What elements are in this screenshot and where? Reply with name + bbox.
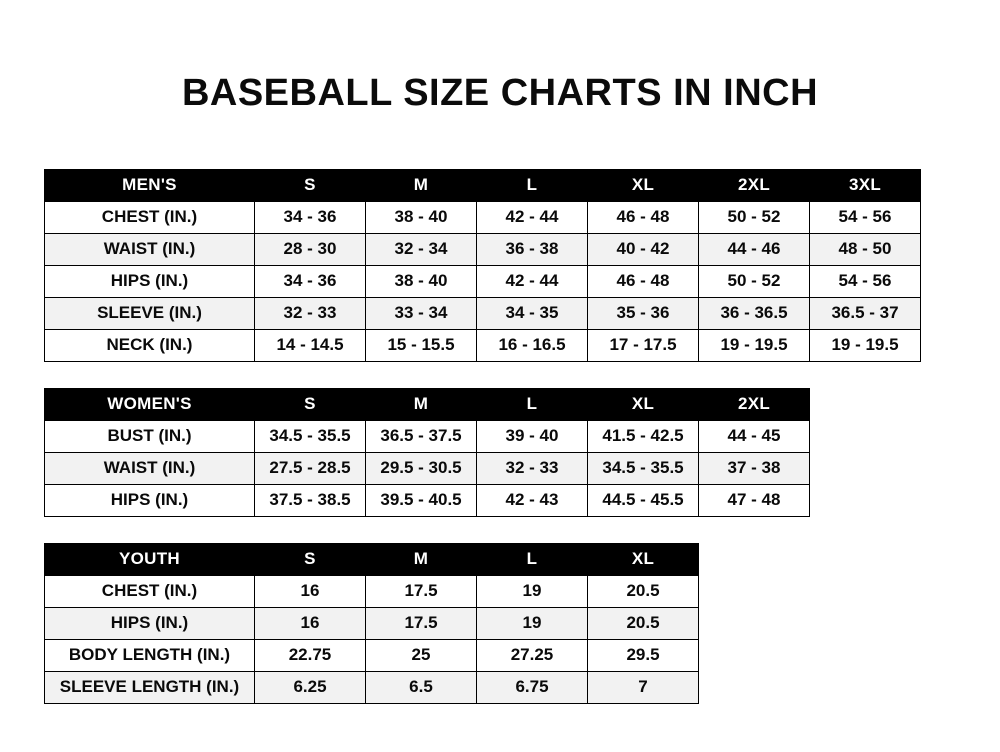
row-label: HIPS (IN.): [45, 266, 255, 298]
table-row: [45, 485, 810, 517]
table-cell: 35 - 36: [588, 298, 699, 330]
table-cell: 54 - 56: [810, 266, 921, 298]
column-header: 3XL: [810, 170, 921, 202]
table-cell: 33 - 34: [366, 298, 477, 330]
table-cell: 17.5: [366, 576, 477, 608]
column-header: YOUTH: [45, 544, 255, 576]
table-cell: 25: [366, 640, 477, 672]
table-cell: 50 - 52: [699, 266, 810, 298]
table-cell: 32 - 33: [255, 298, 366, 330]
page-title: BASEBALL SIZE CHARTS IN INCH: [181, 72, 819, 114]
table-cell: 44 - 45: [699, 421, 810, 453]
table-row: [45, 640, 699, 672]
row-label: BODY LENGTH (IN.): [45, 640, 255, 672]
row-label: HIPS (IN.): [45, 485, 255, 517]
table-header-row: [45, 544, 699, 576]
table-header-row: [45, 170, 921, 202]
table-cell: 6.25: [255, 672, 366, 704]
table-cell: 16: [255, 576, 366, 608]
table-cell: 42 - 43: [477, 485, 588, 517]
table-row: [45, 266, 921, 298]
table-cell: 27.25: [477, 640, 588, 672]
tables-container: [0, 169, 1000, 704]
table-row: [45, 608, 699, 640]
table-cell: 32 - 33: [477, 453, 588, 485]
table-cell: 17 - 17.5: [588, 330, 699, 362]
table-row: [45, 298, 921, 330]
row-label: SLEEVE (IN.): [45, 298, 255, 330]
mens-size-table: [44, 169, 921, 362]
table-cell: 44 - 46: [699, 234, 810, 266]
table-cell: 19: [477, 608, 588, 640]
table-cell: 34 - 36: [255, 266, 366, 298]
table-row: [45, 202, 921, 234]
column-header: S: [255, 544, 366, 576]
row-label: HIPS (IN.): [45, 608, 255, 640]
table-cell: 36 - 36.5: [699, 298, 810, 330]
row-label: WAIST (IN.): [45, 234, 255, 266]
table-cell: 6.5: [366, 672, 477, 704]
table-cell: 32 - 34: [366, 234, 477, 266]
table-cell: 17.5: [366, 608, 477, 640]
table-cell: 16 - 16.5: [477, 330, 588, 362]
table-cell: 39.5 - 40.5: [366, 485, 477, 517]
table-cell: 15 - 15.5: [366, 330, 477, 362]
youth-size-table: [44, 543, 699, 704]
table-cell: 44.5 - 45.5: [588, 485, 699, 517]
column-header: 2XL: [699, 170, 810, 202]
table-cell: 20.5: [588, 608, 699, 640]
table-cell: 19 - 19.5: [810, 330, 921, 362]
row-label: NECK (IN.): [45, 330, 255, 362]
womens-size-table: [44, 388, 810, 517]
table-cell: 46 - 48: [588, 202, 699, 234]
column-header: M: [366, 170, 477, 202]
column-header: WOMEN'S: [45, 389, 255, 421]
column-header: L: [477, 389, 588, 421]
column-header: MEN'S: [45, 170, 255, 202]
column-header: XL: [588, 170, 699, 202]
table-cell: 38 - 40: [366, 266, 477, 298]
table-cell: 36 - 38: [477, 234, 588, 266]
table-cell: 34.5 - 35.5: [588, 453, 699, 485]
row-label: CHEST (IN.): [45, 202, 255, 234]
table-cell: 37 - 38: [699, 453, 810, 485]
table-row: [45, 672, 699, 704]
table-cell: 20.5: [588, 576, 699, 608]
table-cell: 7: [588, 672, 699, 704]
table-cell: 29.5 - 30.5: [366, 453, 477, 485]
table-cell: 19 - 19.5: [699, 330, 810, 362]
table-cell: 16: [255, 608, 366, 640]
table-cell: 41.5 - 42.5: [588, 421, 699, 453]
table-cell: 42 - 44: [477, 266, 588, 298]
table-cell: 46 - 48: [588, 266, 699, 298]
table-cell: 50 - 52: [699, 202, 810, 234]
column-header: M: [366, 544, 477, 576]
table-cell: 6.75: [477, 672, 588, 704]
table-cell: 42 - 44: [477, 202, 588, 234]
table-cell: 39 - 40: [477, 421, 588, 453]
row-label: BUST (IN.): [45, 421, 255, 453]
table-row: [45, 421, 810, 453]
column-header: M: [366, 389, 477, 421]
table-header-row: [45, 389, 810, 421]
table-row: [45, 576, 699, 608]
table-row: [45, 330, 921, 362]
table-cell: 36.5 - 37.5: [366, 421, 477, 453]
table-cell: 34 - 35: [477, 298, 588, 330]
table-row: [45, 234, 921, 266]
table-cell: 37.5 - 38.5: [255, 485, 366, 517]
table-cell: 29.5: [588, 640, 699, 672]
row-label: CHEST (IN.): [45, 576, 255, 608]
table-cell: 40 - 42: [588, 234, 699, 266]
table-cell: 54 - 56: [810, 202, 921, 234]
table-cell: 34 - 36: [255, 202, 366, 234]
table-cell: 36.5 - 37: [810, 298, 921, 330]
column-header: L: [477, 544, 588, 576]
column-header: S: [255, 170, 366, 202]
table-cell: 27.5 - 28.5: [255, 453, 366, 485]
table-cell: 48 - 50: [810, 234, 921, 266]
table-cell: 47 - 48: [699, 485, 810, 517]
row-label: WAIST (IN.): [45, 453, 255, 485]
column-header: XL: [588, 544, 699, 576]
column-header: 2XL: [699, 389, 810, 421]
table-cell: 28 - 30: [255, 234, 366, 266]
table-cell: 38 - 40: [366, 202, 477, 234]
column-header: L: [477, 170, 588, 202]
column-header: S: [255, 389, 366, 421]
column-header: XL: [588, 389, 699, 421]
row-label: SLEEVE LENGTH (IN.): [45, 672, 255, 704]
table-cell: 19: [477, 576, 588, 608]
table-cell: 34.5 - 35.5: [255, 421, 366, 453]
table-row: [45, 453, 810, 485]
table-cell: 14 - 14.5: [255, 330, 366, 362]
table-cell: 22.75: [255, 640, 366, 672]
